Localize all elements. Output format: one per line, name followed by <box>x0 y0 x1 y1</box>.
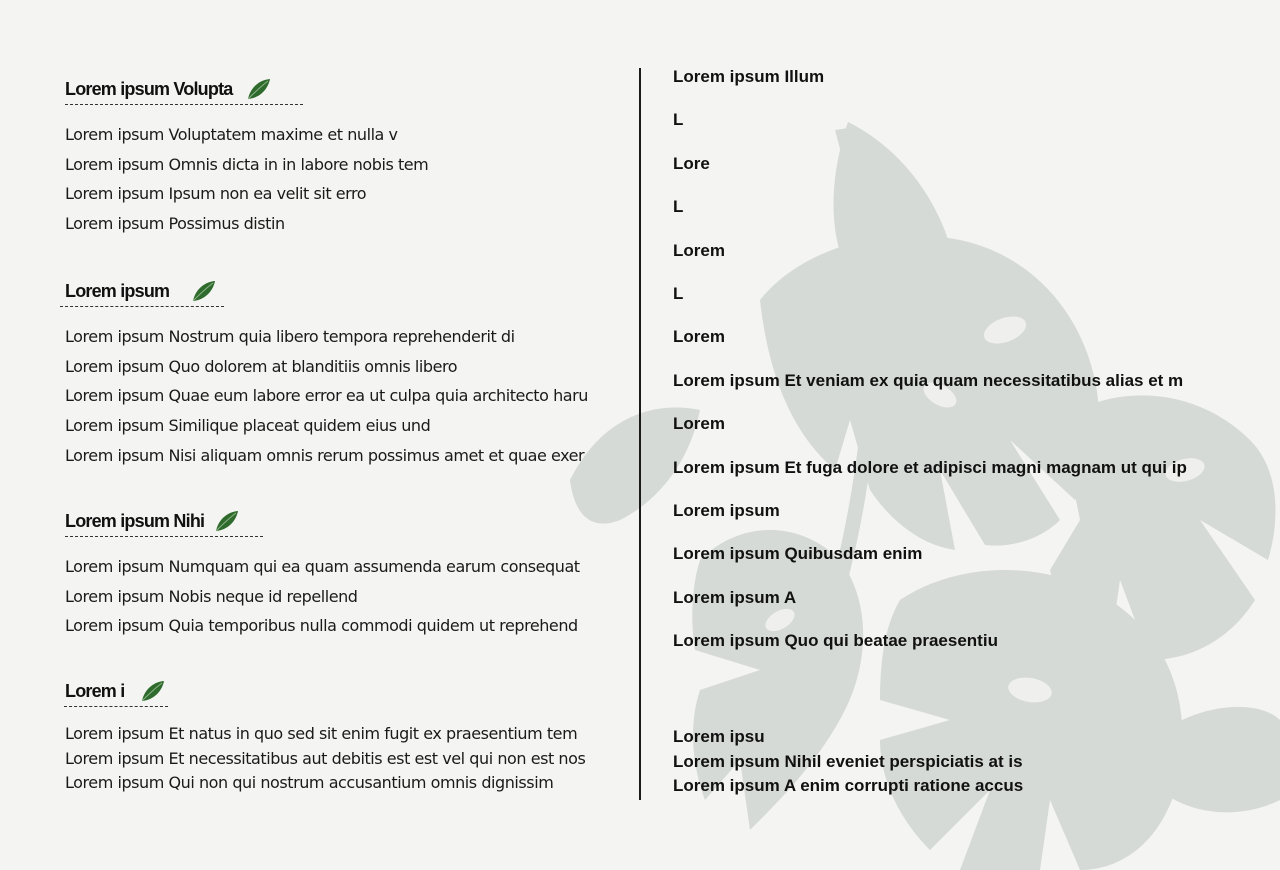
section-title: Lorem ipsum Volupta <box>65 78 233 99</box>
list-item: Lorem ipsum Quia temporibus nulla commodi quidem ut reprehend <box>65 616 578 636</box>
right-line: Lorem ipsum Illum <box>673 67 825 86</box>
list-item: Lorem ipsum Nisi aliquam omnis rerum possimus amet et quae exer <box>65 445 585 465</box>
right-line: Lorem <box>673 327 725 346</box>
section-items <box>65 552 580 641</box>
section-3 <box>65 508 580 641</box>
list-item: Lorem ipsum Similique placeat quidem eius und <box>65 416 431 436</box>
leaf-icon <box>212 509 240 533</box>
section-underline <box>65 104 303 105</box>
leaf-icon <box>189 279 217 303</box>
section-items <box>65 322 588 470</box>
list-item: Lorem ipsum Omnis dicta in in labore nobis tem <box>65 154 429 174</box>
list-item: Lorem ipsum Voluptatem maxime et nulla v <box>65 125 398 144</box>
list-item: Lorem ipsum Quae eum labore error ea ut culpa quia architecto haru <box>65 386 588 406</box>
section-title: Lorem ipsum Nihi <box>65 510 205 531</box>
column-divider <box>639 68 641 800</box>
section-underline <box>64 706 168 707</box>
right-footer-line: Lorem ipsu <box>673 727 765 746</box>
right-line: L <box>673 110 684 129</box>
list-item: Lorem ipsum Ipsum non ea velit sit erro <box>65 184 367 204</box>
leaf-icon <box>138 679 166 703</box>
list-item: Lorem ipsum Numquam qui ea quam assumenda earum consequat <box>65 557 580 576</box>
right-line: Lorem ipsum Et veniam ex quia quam necessitatibus alias et m <box>673 371 1184 390</box>
right-line: Lore <box>673 154 710 173</box>
list-item: Lorem ipsum Nobis neque id repellend <box>65 586 358 606</box>
list-item: Lorem ipsum Quo dolorem at blanditiis omnis libero <box>65 356 458 376</box>
right-footer-line: Lorem ipsum Nihil eveniet perspiciatis at is <box>673 752 1023 771</box>
section-underline <box>65 536 263 537</box>
right-line: Lorem <box>673 241 725 260</box>
section-2 <box>65 278 588 470</box>
section-header <box>65 678 585 704</box>
list-item: Lorem ipsum Qui non qui nostrum accusantium omnis dignissim <box>65 773 554 792</box>
right-footer-line: Lorem ipsum A enim corrupti ratione accus <box>673 776 1024 795</box>
list-item: Lorem ipsum Et necessitatibus aut debitis est est vel qui non est nos <box>65 748 586 768</box>
right-line: Lorem ipsum Et fuga dolore et adipisci magni magnam ut qui ip <box>673 458 1187 477</box>
right-line: Lorem ipsum Quibusdam enim <box>673 544 923 563</box>
leaf-icon <box>244 77 272 101</box>
right-line: Lorem <box>673 414 725 433</box>
section-title: Lorem i <box>65 680 125 701</box>
right-line: Lorem ipsum Quo qui beatae praesentiu <box>673 631 998 650</box>
section-4 <box>65 678 585 796</box>
right-line: Lorem ipsum <box>673 501 780 520</box>
right-line: L <box>673 284 684 303</box>
section-header <box>65 508 580 534</box>
right-line: Lorem ipsum A <box>673 588 797 607</box>
right-line: L <box>673 197 684 216</box>
section-items <box>65 722 585 796</box>
section-1 <box>65 76 428 239</box>
section-header <box>65 76 428 102</box>
section-items <box>65 120 428 239</box>
list-item: Lorem ipsum Nostrum quia libero tempora reprehenderit di <box>65 327 515 346</box>
section-title: Lorem ipsum <box>65 280 170 301</box>
list-item: Lorem ipsum Possimus distin <box>65 214 285 234</box>
list-item: Lorem ipsum Et natus in quo sed sit enim fugit ex praesentium tem <box>65 724 578 743</box>
section-underline <box>60 306 224 307</box>
section-header <box>65 278 588 304</box>
